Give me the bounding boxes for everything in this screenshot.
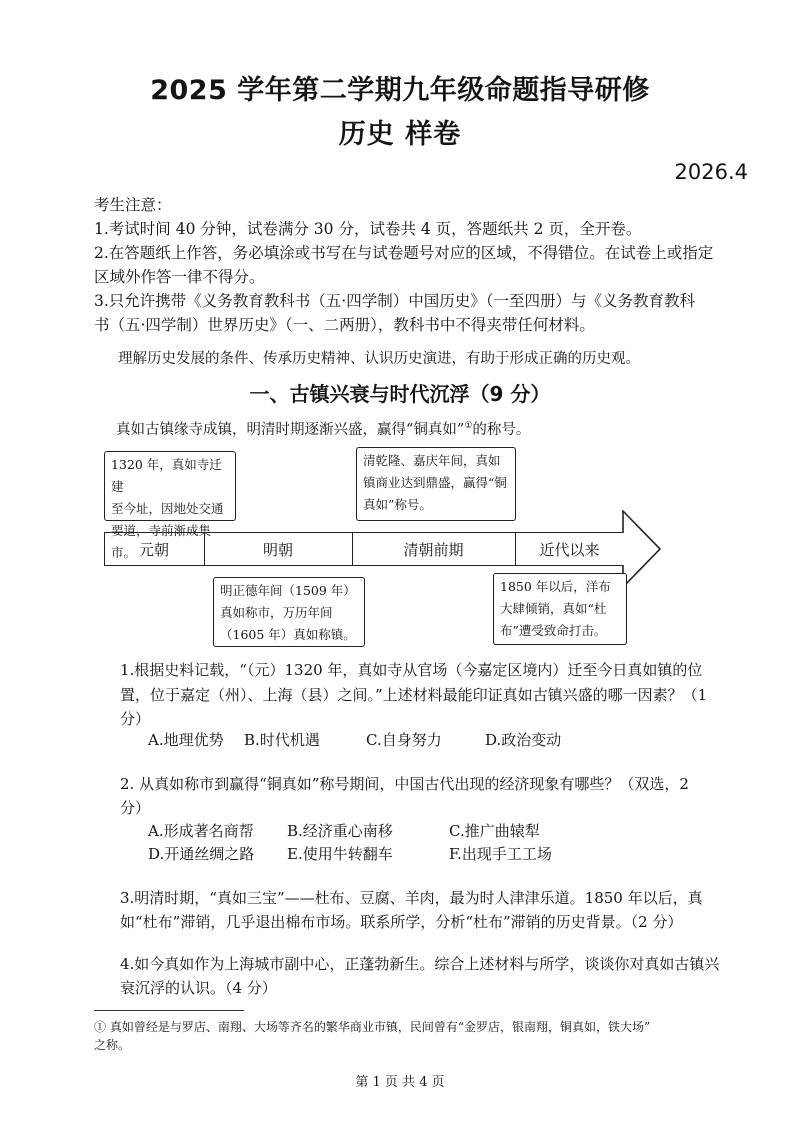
footnote: [94, 1018, 714, 1054]
notice-item-2: 2.在答题纸上作答，务必填涂或书写在与试卷题号对应的区域，不得错位。在试卷上或指定: [94, 244, 714, 262]
question-3-line-1: 3.明清时期，“真如三宝”——杜布、豆腐、羊肉，最为时人津津乐道。1850 年以后，真: [120, 889, 703, 907]
box-line: 明正德年间（1509 年）: [220, 583, 356, 598]
footnote-text: 真如曾经是与罗店、南翔、大场等齐名的繁华商业市镇，民间曾有“金罗店，银南翔，铜真如，铁大场”: [109, 1020, 651, 1034]
timeline-start-edge: [104, 532, 105, 566]
exam-date: 2026.4: [674, 160, 748, 184]
exam-title: 2025 学年第二学期九年级命题指导研修: [150, 75, 650, 106]
question-1-line-3: 分）: [120, 710, 151, 728]
timeline-arrow-head-icon: [622, 510, 662, 588]
q1-option-a[interactable]: A.地理优势: [148, 731, 224, 749]
page-number: 第 1 页 共 4 页: [355, 1075, 445, 1090]
lead-text: 真如古镇缘寺成镇，明清时期逐渐兴盛，赢得“铜真如”: [116, 422, 465, 438]
question-1-line-1: 1.根据史料记载，“（元）1320 年，真如寺从官场（今嘉定区境内）迁至今日真如镇的位: [120, 661, 703, 679]
question-2-line-1: 2. 从真如称市到赢得“铜真如”称号期间，中国古代出现的经济现象有哪些？（双选，2: [120, 775, 689, 793]
box-line: 真如”称号。: [363, 497, 432, 512]
box-line: （1605 年）真如称镇。: [220, 627, 356, 642]
era-modern: 近代以来: [539, 541, 600, 559]
notice-heading: 考生注意：: [94, 196, 172, 214]
notice-item-3-cont: 书（五·四学制）世界历史》（一、二两册），教科书中不得夹带任何材料。: [94, 316, 595, 334]
notice-item-3: 3.只允许携带《义务教育教科书（五·四学制）中国历史》（一至四册）与《义务教育教科: [94, 292, 695, 310]
timeline-bar: [104, 532, 624, 566]
q2-option-e[interactable]: E.使用牛转翻车: [287, 845, 393, 863]
q2-option-f[interactable]: F.出现手工工场: [449, 845, 552, 863]
footnote-ref[interactable]: ①: [464, 421, 473, 432]
timeline-box-modern: [493, 573, 627, 645]
era-ming: 明朝: [262, 541, 293, 559]
question-3-line-2: 如“杜布”滞销，几乎退出棉布市场。联系所学，分析“杜布”滞销的历史背景。（2 分）: [120, 913, 683, 931]
section-title: 一、古镇兴衰与时代沉浮（9 分）: [249, 382, 551, 406]
q2-option-d[interactable]: D.开通丝绸之路: [148, 845, 255, 863]
era-qing-early: 清朝前期: [403, 541, 464, 559]
question-1-line-2: 置，位于嘉定（州）、上海（县）之间。”上述材料最能印证真如古镇兴盛的哪一因素？（1: [120, 686, 708, 704]
q1-option-c[interactable]: C.自身努力: [366, 731, 442, 749]
box-line: 清乾隆、嘉庆年间，真如: [363, 453, 501, 468]
box-line: 1320 年，真如寺迁建: [111, 457, 222, 494]
q2-option-a[interactable]: A.形成著名商帮: [148, 822, 254, 840]
notice-item-1: 1.考试时间 40 分钟，试卷满分 30 分，试卷共 4 页，答题纸共 2 页，全开卷。: [94, 220, 642, 238]
notice-item-2-cont: 区域外作答一律不得分。: [94, 268, 265, 286]
box-line: 1850 年以后，洋布: [500, 579, 611, 594]
era-yuan: 元朝: [138, 541, 169, 559]
timeline-box-qing: [356, 447, 516, 521]
lead-text-end: 的称号。: [472, 422, 531, 438]
q2-option-c[interactable]: C.推广曲辕犁: [449, 822, 540, 840]
footnote-line-1: [94, 1018, 714, 1036]
q2-option-b[interactable]: B.经济重心南移: [287, 822, 393, 840]
box-line: 至今址，因地处交通: [111, 501, 224, 516]
box-line: 真如称市，万历年间: [220, 605, 333, 620]
question-2-line-2: 分）: [120, 799, 151, 817]
intro-text: 理解历史发展的条件、传承历史精神、认识历史演进，有助于形成正确的历史观。: [118, 351, 640, 367]
exam-subtitle: 历史 样卷: [338, 119, 462, 150]
footnote-line-2: 之称。: [94, 1038, 131, 1052]
question-4-line-2: 衰沉浮的认识。（4 分）: [120, 979, 277, 997]
footnote-mark: ①: [94, 1020, 107, 1034]
box-line: 布”遭受致命打击。: [500, 623, 607, 638]
question-4-line-1: 4.如今真如作为上海城市副中心，正蓬勃新生。综合上述材料与所学，谈谈你对真如古镇兴: [120, 955, 720, 973]
section-lead: [116, 418, 530, 439]
timeline-box-ming: [213, 577, 365, 647]
q1-option-b[interactable]: B.时代机遇: [244, 731, 320, 749]
footnote-divider: [94, 1010, 244, 1011]
box-line: 镇商业达到鼎盛，赢得“铜: [363, 475, 507, 490]
box-line: 大肆倾销，真如“杜: [500, 601, 607, 616]
box-line: 要道，寺前渐成集市。: [111, 523, 212, 560]
q1-option-d[interactable]: D.政治变动: [485, 731, 562, 749]
